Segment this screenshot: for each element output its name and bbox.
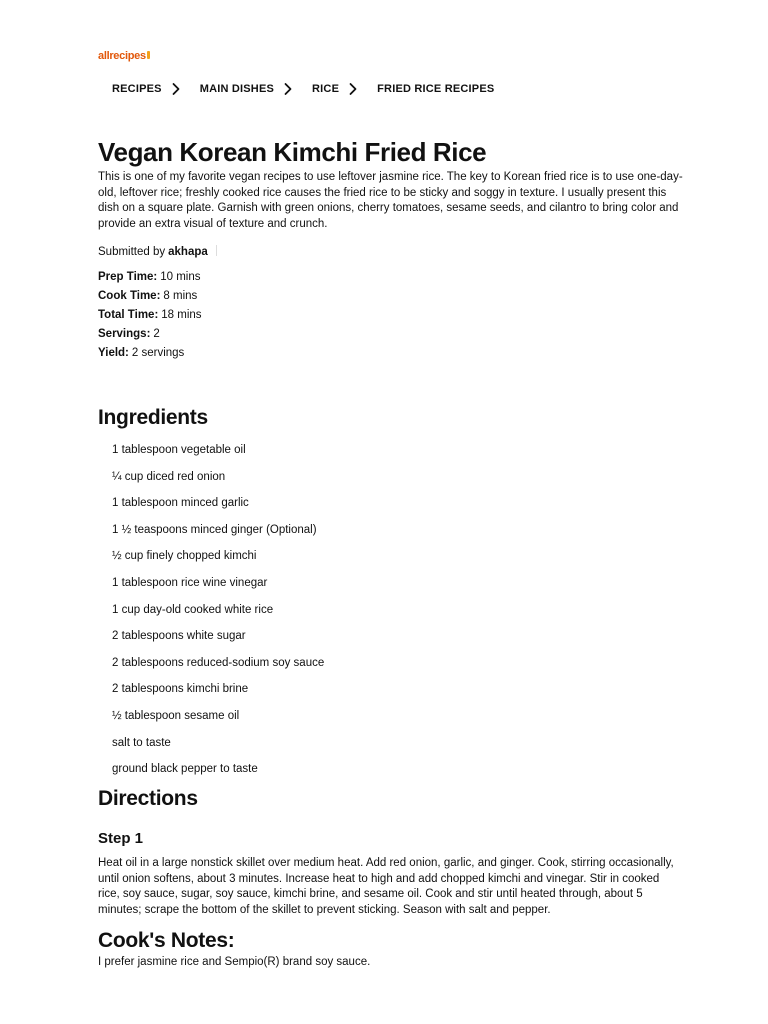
step-text: Heat oil in a large nonstick skillet over medium heat. Add red onion, garlic, and ginger. Cook, stirring occasionally, until onion softens, about 3 minutes. Increase heat to high and add chopped kimchi and vinegar. Stir in cooked rice, soy sauce, sugar, soy sauce, kimchi brine, and sesame oil. Cook and stir until heated through, about 5 minutes; scrape the bottom of the skillet to prevent sticking. Season with salt and pepper. — [98, 857, 674, 916]
breadcrumb-fried-rice-recipes[interactable]: FRIED RICE RECIPES — [377, 83, 495, 95]
meta-label: Cook Time: — [98, 290, 161, 302]
meta-label: Total Time: — [98, 309, 159, 321]
meta-servings — [98, 327, 202, 346]
ingredient-item: 2 tablespoons reduced-sodium soy sauce — [112, 656, 325, 669]
chevron-right-icon — [349, 82, 357, 96]
logo-mark-icon — [147, 51, 150, 59]
ingredient-item: 2 tablespoons white sugar — [112, 630, 246, 643]
meta-value: 10 mins — [160, 271, 201, 283]
recipe-meta — [98, 270, 202, 365]
breadcrumb-main-dishes[interactable]: MAIN DISHES — [199, 83, 275, 95]
ingredients-list — [112, 443, 324, 789]
author-link[interactable]: akhapa — [168, 246, 208, 258]
cooks-notes-text: I prefer jasmine rice and Sempio(R) brand soy sauce. — [98, 956, 371, 968]
recipe-description: This is one of my favorite vegan recipes to use leftover jasmine rice. The key to Korean fried rice is to use one-day-old, leftover rice; freshly cooked rice causes the fried rice to be sticky and soggy in texture. I usually present this dish on a square plate. Garnish with green onions, cherry tomatoes, sesame seeds, and cilantro to bring color and provide an extra visual of texture and crunch. — [98, 171, 683, 230]
ingredient-item: 1 tablespoon rice wine vinegar — [112, 576, 268, 589]
ingredient-item: ½ cup finely chopped kimchi — [112, 550, 257, 563]
chevron-right-icon — [172, 82, 180, 96]
ingredients-heading: Ingredients — [98, 406, 208, 429]
meta-total-time — [98, 308, 202, 327]
directions-heading: Directions — [98, 787, 198, 810]
meta-prep-time — [98, 270, 202, 289]
meta-label: Yield: — [98, 347, 129, 359]
logo-text: allrecipes — [98, 50, 146, 62]
meta-value: 2 servings — [131, 347, 185, 359]
meta-yield — [98, 346, 202, 365]
meta-value: 8 mins — [163, 290, 198, 302]
meta-value: 18 mins — [161, 309, 202, 321]
submitted-by — [98, 245, 217, 260]
ingredient-item: 1 tablespoon minced garlic — [112, 497, 249, 510]
ingredient-item: 1 ½ teaspoons minced ginger (Optional) — [112, 523, 317, 536]
submitted-label: Submitted by — [98, 246, 166, 258]
allrecipes-logo[interactable] — [98, 50, 150, 62]
ingredient-item: ground black pepper to taste — [112, 763, 258, 776]
cooks-notes-heading: Cook's Notes: — [98, 929, 235, 952]
chevron-right-icon — [284, 82, 292, 96]
breadcrumb-rice[interactable]: RICE — [312, 83, 340, 95]
ingredient-item: 2 tablespoons kimchi brine — [112, 683, 249, 696]
meta-label: Servings: — [98, 328, 151, 340]
ingredient-item: ¼ cup diced red onion — [112, 470, 226, 483]
ingredient-item: 1 cup day-old cooked white rice — [112, 603, 274, 616]
breadcrumb-recipes[interactable]: RECIPES — [112, 83, 162, 95]
meta-value: 2 — [153, 328, 160, 340]
ingredient-item: 1 tablespoon vegetable oil — [112, 444, 246, 456]
recipe-title: Vegan Korean Kimchi Fried Rice — [98, 137, 487, 167]
meta-label: Prep Time: — [98, 271, 158, 283]
meta-cook-time — [98, 289, 202, 308]
step-title: Step 1 — [98, 830, 144, 847]
breadcrumb — [112, 82, 494, 96]
ingredient-item: salt to taste — [112, 736, 171, 749]
divider — [216, 245, 217, 256]
ingredient-item: ½ tablespoon sesame oil — [112, 709, 240, 722]
